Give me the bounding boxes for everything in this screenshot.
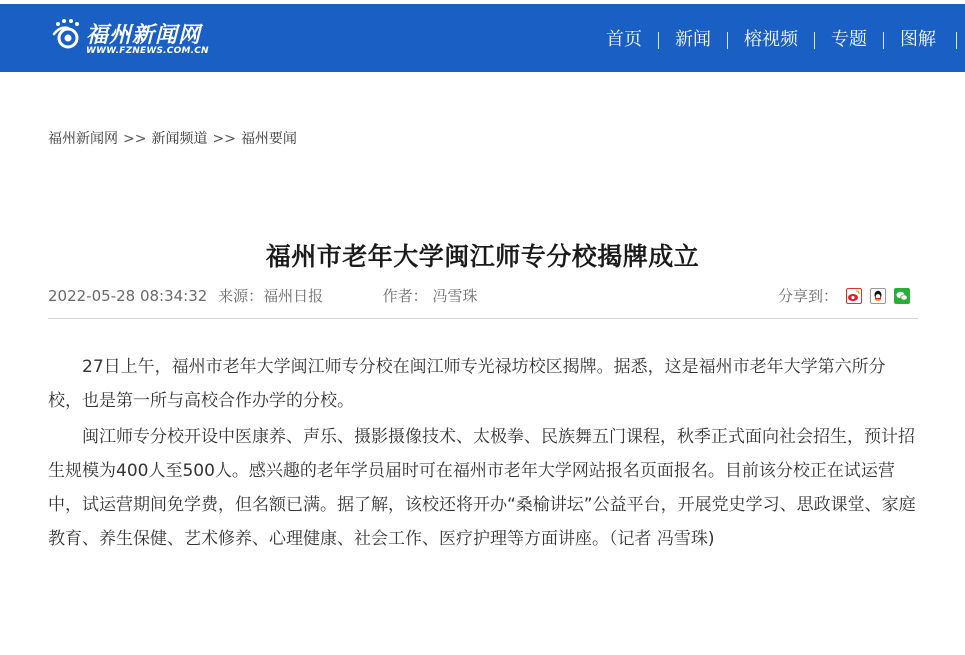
logo-swirl-icon <box>50 18 84 54</box>
article-body <box>48 350 918 558</box>
share-bar <box>778 285 910 306</box>
nav-topics[interactable]: 专题 <box>831 29 867 50</box>
article-paragraph: 27日上午，福州市老年大学闽江师专分校在闽江师专光禄坊校区揭牌。据悉，这是福州市老年大学第六所分校，也是第一所与高校合作办学的分校。 <box>48 357 886 411</box>
article-meta <box>48 285 483 306</box>
article-datetime: 2022-05-28 08:34:32 <box>48 287 208 305</box>
article-title: 福州市老年大学闽江师专分校揭牌成立 <box>265 241 700 271</box>
nav-news[interactable]: 新闻 <box>675 29 711 50</box>
logo-text: 福州新闻网 <box>86 23 202 48</box>
wechat-icon[interactable] <box>894 288 910 304</box>
share-label: 分享到： <box>777 287 838 305</box>
article-author: 作者： 冯雪珠 <box>382 287 478 305</box>
main-nav <box>590 28 957 52</box>
article-paragraph: 闽江师专分校开设中医康养、声乐、摄影摄像技术、太极拳、民族舞五门课程，秋季正式面向社会招生，预计招生规模为400人至500人。感兴趣的老年学员届时可在福州市老年大学网站报名页面报名。目前该分校正在试运营中，试运营期间免学费，但名额已满。据了解，该校还将开办“桑榆讲坛”公益平台，开展党史学习、思政课堂、家庭教育、养生保健、艺术修养、心理健康、社会工作、医疗护理等方面讲座。（记者 冯雪珠) <box>48 427 916 549</box>
nav-video[interactable]: 榕视频 <box>744 29 798 50</box>
nav-divider <box>956 32 957 49</box>
breadcrumb-home[interactable]: 福州新闻网 <box>48 131 118 147</box>
breadcrumb <box>48 128 297 148</box>
qq-icon[interactable] <box>870 288 886 304</box>
breadcrumb-fuzhou-news[interactable]: 福州要闻 <box>240 131 297 147</box>
site-header <box>0 4 965 72</box>
article-source: 来源：福州日报 <box>218 287 324 305</box>
breadcrumb-separator: >> <box>212 131 236 147</box>
logo-url: WWW.FZNEWS.COM.CN <box>86 46 209 56</box>
nav-home[interactable]: 首页 <box>606 29 642 50</box>
site-logo[interactable] <box>50 16 230 62</box>
weibo-icon[interactable] <box>846 288 862 304</box>
meta-divider <box>48 318 918 319</box>
nav-graphics[interactable]: 图解 <box>900 29 936 50</box>
breadcrumb-news-channel[interactable]: 新闻频道 <box>151 131 208 147</box>
breadcrumb-separator: >> <box>123 131 147 147</box>
